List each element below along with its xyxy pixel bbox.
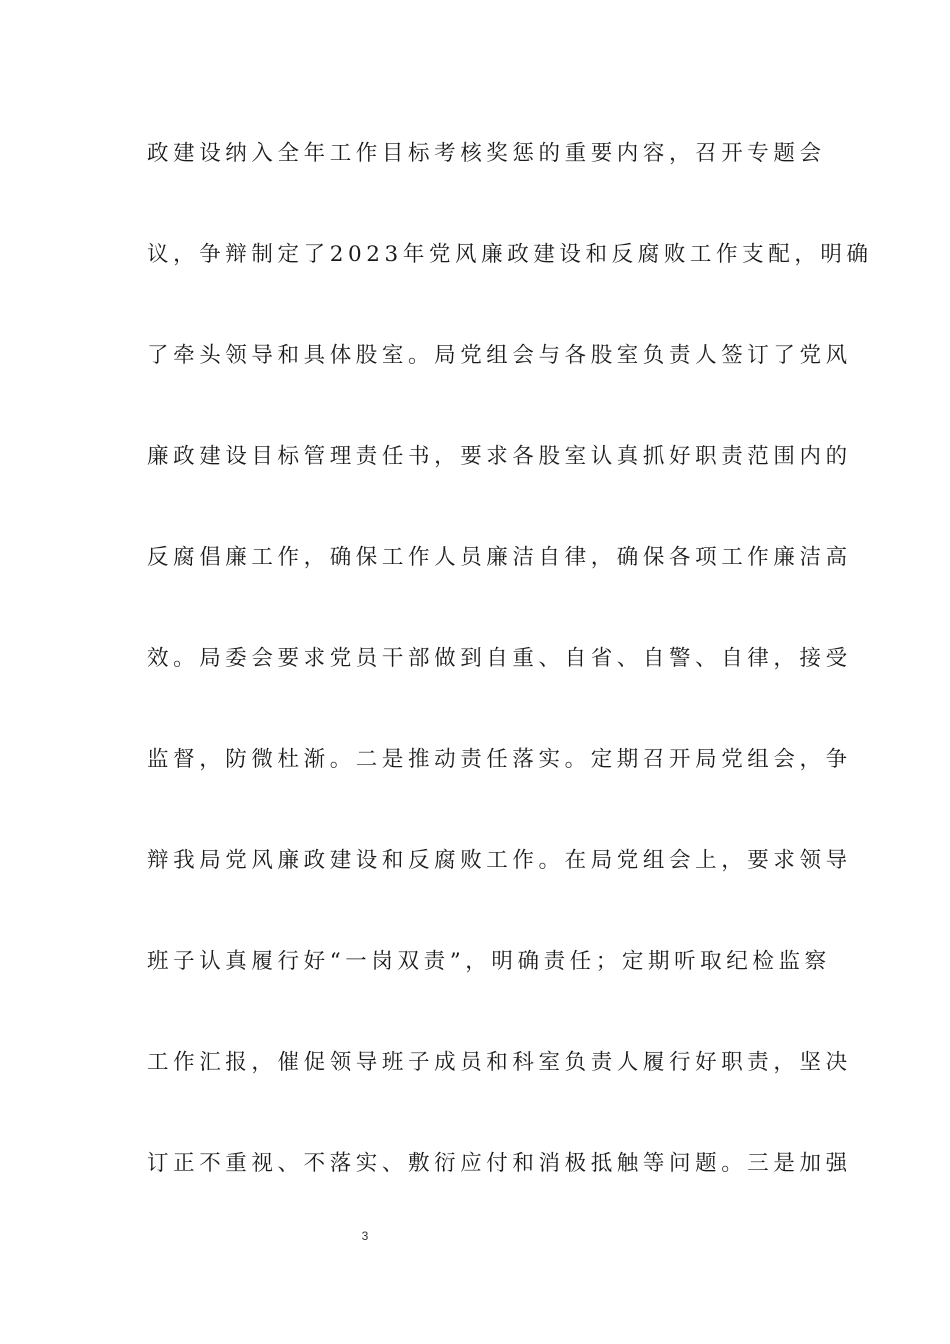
body-text [147,132,873,1243]
text-line: 廉政建设目标管理责任书，要求各股室认真抓好职责范围内的 [147,444,852,469]
text-line: 了牵头领导和具体股室。局党组会与各股室负责人签订了党风 [147,343,852,368]
text-line: 订正不重视、不落实、敷衍应付和消极抵触等问题。三是加强 [147,1151,852,1176]
page-number: 3 [361,1229,369,1243]
text-line: 政建设纳入全年工作目标考核奖惩的重要内容，召开专题会 [147,141,826,166]
text-line: 监督，防微杜渐。二是推动责任落实。定期召开局党组会，争 [147,747,852,772]
text-line: 议，争辩制定了2023年党风廉政建设和反腐败工作支配，明确 [147,242,873,267]
text-line: 辩我局党风廉政建设和反腐败工作。在局党组会上，要求领导 [147,848,852,873]
text-line: 工作汇报，催促领导班子成员和科室负责人履行好职责，坚决 [147,1050,852,1075]
text-line: 效。局委会要求党员干部做到自重、自省、自警、自律，接受 [147,646,852,671]
text-line: 反腐倡廉工作，确保工作人员廉洁自律，确保各项工作廉洁高 [147,545,852,570]
text-line: 班子认真履行好“一岗双责”，明确责任；定期听取纪检监察 [147,949,831,974]
